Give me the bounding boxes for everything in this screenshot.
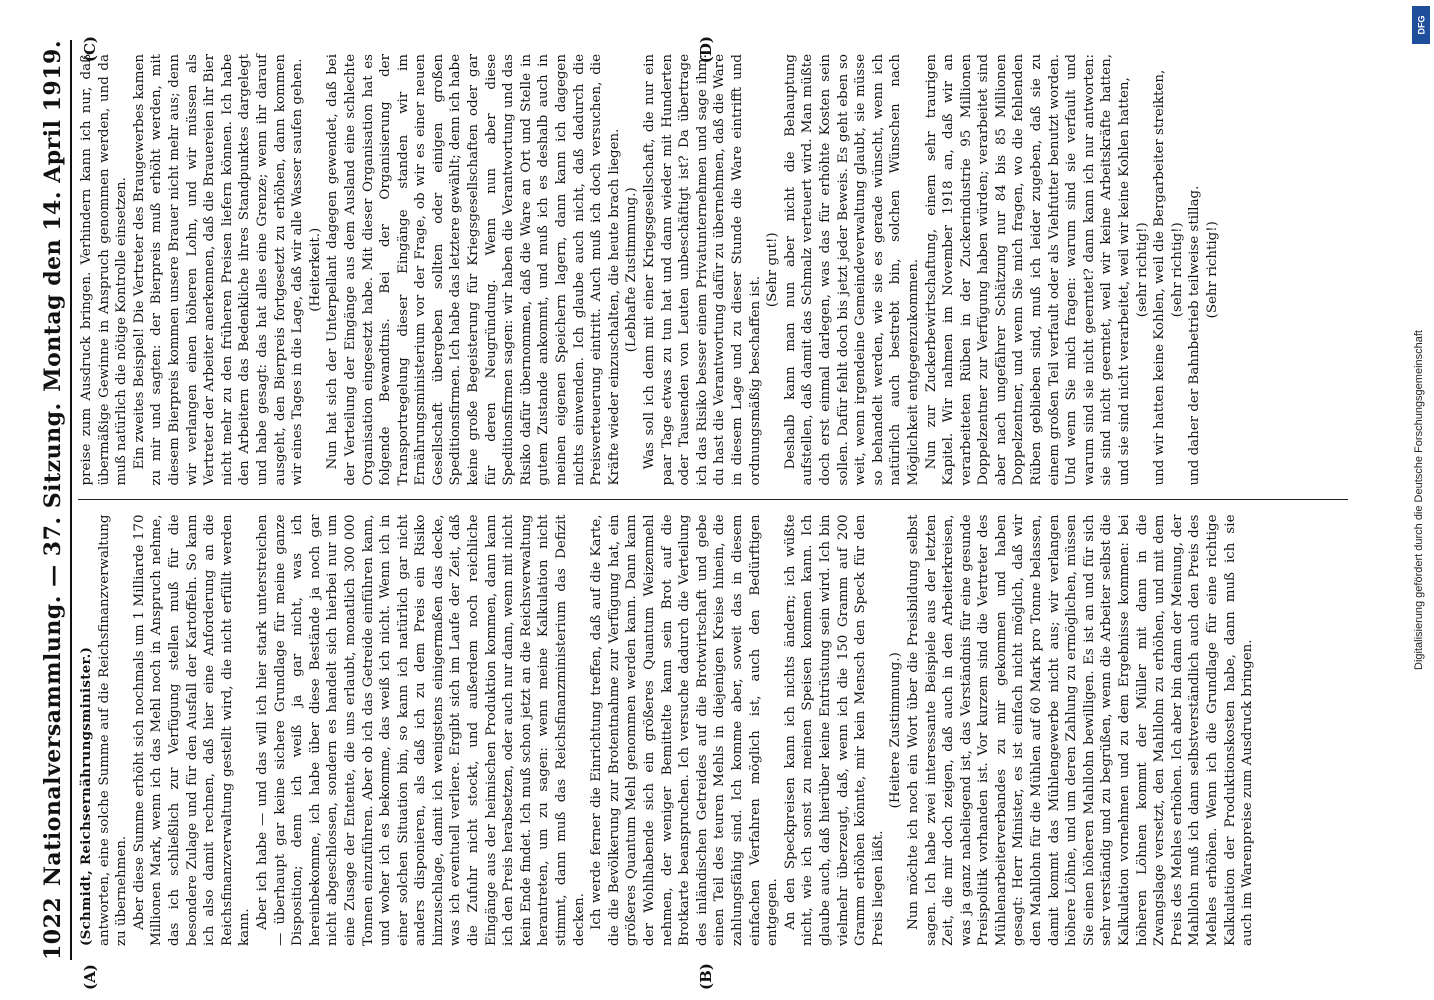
- paragraph: Nun hat sich der Unterpellant dagegen gewendet, daß bei der Verteilung der Eingänge aus dem Ausland eine schlechte Organisation eingesetzt habe. Mit dieser Organisation hat es folgende Bewandtnis. Bei der Organisierung der Transportregelung dieser Eingänge standen wir im Ernährungsministerium vor der Frage, ob wir es einer neuen Gesellschaft übergeben sollten oder einigen großen Speditionsfirmen. Ich habe das letztere gewählt; denn ich habe keine große Begeisterung für Kriegsgesellschaften oder gar für deren Neugründung. Wenn nun aber diese Speditionsfirmen sagen: wir haben die Verantwortung und das Risiko dafür übernommen, daß die Ware an Ort und Stelle in gutem Zustande ankommt, und muß ich es deshalb auch in meinen eigenen Speichern lagern, dann kann ich dagegen nichts einwenden. Ich glaube auch nicht, daß dadurch die Preisverteuerung eintritt. Auch muß ich doch versuchen, die Kräfte wieder einzuschalten, die heute brach liegen.: [325, 54, 622, 486]
- reaction: (sehr richtig!): [1134, 222, 1150, 318]
- left-title: Nationalversammlung. — 37. Sitzung.: [40, 402, 66, 887]
- running-head: [40, 40, 72, 960]
- digitization-note-text: Digitalisierung gefördert durch die Deutsche Forschungsgemeinschaft: [1413, 330, 1425, 670]
- column-right: [78, 36, 1348, 501]
- reaction: (Sehr gut!): [765, 232, 781, 308]
- digitization-note: [1404, 0, 1434, 1000]
- right-title: Montag den 14. April 1919.: [40, 40, 66, 392]
- paragraph: Deshalb kann man nun aber nicht die Behauptung aufstellen, daß damit das Schmalz verteuert wird. Man müßte doch erst einmal darlegen, was das für erhöhte Kosten sein sollen. Dafür fehlt doch bis jetzt jeder Beweis. Es geht eben so weit, wenn irgendeine Gemeindeverwaltung glaubt, sie müsse so behandelt werden, wie sie es gerade wünscht, wenn ich natürlich auch bestrebt bin, solchen Wünschen nach Möglichkeit entgegenzukommen.: [782, 54, 921, 486]
- page-number: 1022: [40, 896, 66, 960]
- reaction: (Lebhafte Zustimmung.): [624, 187, 640, 353]
- reaction: (Sehr richtig!): [1205, 221, 1220, 319]
- speaker-line: (Schmidt, Reichsernährungsminister.): [78, 646, 94, 946]
- reaction: (Heiterkeit.): [307, 227, 323, 312]
- paragraph: Ein zweites Beispiel! Die Vertreter des Braugewerbes kamen zu mir und sagten: der Bierpreis muß erhöht werden, mit diesem Bierpreis kommen unsere Brauer nicht mehr aus; denn wir verlangen einen höheren Lohn, und wir müssen als Vertreter der Arbeiter anerkennen, daß die Brauereien ihr Bier nicht mehr zu den früheren Preisen liefern können. Ich habe den Arbeitern das Bedenkliche ihres Standpunktes dargelegt und habe gesagt: das hat alles eine Grenze; wenn ihr darauf ausgeht, den Bierpreis fortgesetzt zu erhöhen, dann kommen wir eines Tages in die Lage, daß wir alle Wasser saufen gehen.: [131, 54, 306, 486]
- paragraph: und daher der Bahnbetrieb teilweise stillag.: [1187, 185, 1203, 486]
- paragraph: antworten, eine solche Summe auf die Reichsfinanzverwaltung zu übernehmen.: [96, 514, 130, 946]
- margin-marker-d: (D): [697, 36, 715, 64]
- paragraph: Was soll ich denn mit einer Kriegsgesellschaft, die nur ein paar Tage etwas zu tun hat und dann wieder mit Hunderten oder Tausenden von Leuten unbeschäftigt ist? Da übertrage ich das Risiko besser einem Privatunternehmen und sage ihm: du hast die Verantwortung dafür zu übernehmen, daß die Ware in diesem Lage und zu dieser Stunde die Ware eintrifft und ordnungsmäßig beschaffen ist.: [642, 54, 763, 486]
- margin-marker-a: (A): [81, 964, 99, 990]
- reaction: (sehr richtig!): [1169, 222, 1185, 318]
- margin-marker-c: (C): [81, 36, 99, 63]
- paragraph: Nun möchte ich noch ein Wort über die Preisbildung selbst sagen. Ich habe zwei interessante Beispiele aus der letzten Zeit, die mir doch zeigen, daß auch in den Arbeiterkreisen, was ja ganz naheliegend ist, das Verständnis für eine gesunde Preispolitik vorhanden ist. Vor kurzem sind die Vertreter des Mühlenarbeiterverbandes zu mir gekommen und haben gesagt: Herr Minister, es ist einfach nicht möglich, daß wir den Mahllohn für die Mühlen auf 60 Mark pro Tonne belassen, damit kommt das Mühlengewerbe nicht aus; wir verlangen höhere Löhne, und um deren Zahlung zu ermöglichen, müssen Sie einen höheren Mahllohn bewilligen. Es ist an und für sich sehr verständig und zu begrüßen, wenn die Arbeiter selbst die Kalkulation vornehmen und zu dem Ergebnisse kommen: bei höheren Löhnen kommt der Müller mit dann in die Zwangslage versetzt, den Mahllohn zu erhöhen, und mit dem Preis des Mehles erhöhen. Ich aber bin dann der Meinung, der Mahllohn muß ich dann selbstverständlich auch den Preis des Mehles erhöhen. Wenn ich die Grundlage für eine richtige Kalkulation der Produktionskosten habe, dann muß ich sie auch im Warenpreise zum Ausdruck bringen.: [905, 514, 1256, 946]
- column-left: [78, 501, 1348, 990]
- paragraph: Nun zur Zuckerbewirtschaftung, einem sehr traurigen Kapitel. Wir nahmen im November 1918 an, daß wir an verarbeiteten Rüben in der Zuckerindustrie 95 Millionen Doppelzentner zur Verfügung haben würden; verarbeitet sind aber nach ungefährer Schätzung nur 84 bis 85 Millionen Doppelzentner, und wenn Sie mich fragen, wo die fehlenden Rüben geblieben sind, muß ich leider zugeben, daß sie zu einem großen Teil verfault oder als Viehfutter benutzt worden. Und wenn Sie mich fragen: warum sind sie verfault und warum sind sie nicht geerntet? dann kann ich nur antworten: sie sind nicht geerntet, weil wir keine Arbeitskräfte hatten, und sie sind nicht verarbeitet, weil wir keine Kohlen hatten,: [923, 54, 1133, 486]
- paragraph: Aber diese Summe erhöht sich nochmals um 1 Milliarde 170 Millionen Mark, wenn ich das Mehl noch in Anspruch nehme, das ich schließlich zur Verfügung stellen muß für die besondere Zulage und für den Ausfall der Kartoffeln. So kann ich also damit rechnen, daß hier eine Anforderung an die Reichsfinanzverwaltung gestellt wird, die nicht erfüllt werden kann.: [131, 514, 253, 946]
- paragraph: Ich werde ferner die Einrichtung treffen, daß auf die Karte, die die Bevölkerung zur Brotentnahme zur Verfügung hat, ein größeres Quantum Mehl genommen werden kann. Dann kann der Wohlhabende sich ein größeres Quantum Weizenmehl nehmen, der weniger Bemittelte kann sein Brot auf die Brotkarte beanspruchen. Ich versuche dadurch die Verteilung des inländischen Getreides auf die Brotwirtschaft und gebe einen Teil des teuren Mehls in diejenigen Kreise hinein, die zahlungsfähig sind. Ich komme aber, soweit das in diesem einfachen Verfahren möglich ist, auch den Bedürftigen entgegen.: [589, 514, 781, 946]
- paragraph: und wir hatten keine Kohlen, weil die Bergarbeiter streikten,: [1152, 69, 1168, 486]
- text-columns: [78, 36, 1348, 990]
- dfg-logo-icon: DFG: [1412, 6, 1430, 44]
- paragraph: preise zum Ausdruck bringen. Verhindern kann ich nur, daß übermäßige Gewinne in Anspruch genommen werden, und da muß natürlich die nötige Kontrolle einsetzen.: [79, 54, 130, 486]
- paragraph: Aber ich habe — und das will ich hier stark unterstreichen — überhaupt gar keine sichere Grundlage für meine ganze Disposition; denn ich weiß ja gar nicht, was ich hereinbekomme, ich habe über diese Bestände ja noch gar nicht abgeschlossen, sondern es handelt sich hierbei nur um eine Zusage der Entente, die uns erlaubt, monatlich 300 000 Tonnen einzuführen. Aber ob ich das Getreide einführen kann, und woher ich es bekomme, das weiß ich nicht. Wenn ich in einer solchen Situation bin, so kann ich natürlich gar nicht anders disponieren, als daß ich zu dem Preis ein Risiko hinzuschlage, damit ich wenigstens einigermaßen das decke, was ich eventuell verliere. Ergibt sich im Laufe der Zeit, daß die Zufuhr nicht stockt, und außerdem noch reichliche Eingänge aus der heimischen Produktion kommen, dann kann ich den Preis herabsetzen, oder auch nur dann, wenn mit nicht kein Ende findet. Ich muß schon jetzt an die Reichsverwaltung herantreten, um zu sagen: wenn meine Kalkulation nicht stimmt, dann muß das Reichsfinanzministerium das Defizit decken.: [254, 514, 587, 946]
- margin-marker-b: (B): [697, 963, 715, 990]
- reaction: (Heitere Zustimmung.): [888, 652, 904, 809]
- paragraph: An den Speckpreisen kann ich nichts ändern; ich wüßte nicht, wie ich sonst zu meinen Speisen kommen kann. Ich glaube auch, daß hierüber keine Entrüstung sein wird. Ich bin vielmehr überzeugt, daß, wenn ich die 150 Gramm auf 200 Gramm erhöhen könnte, mir kein Mensch den Speck für den Preis liegen läßt.: [782, 514, 886, 946]
